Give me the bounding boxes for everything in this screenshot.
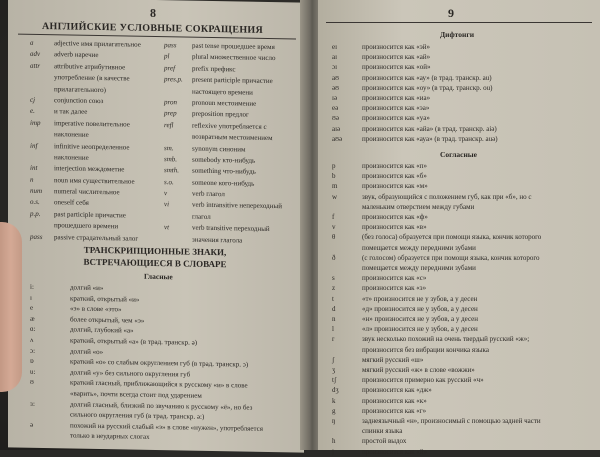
- phonetic-symbol: aʊ: [332, 73, 339, 82]
- phonetic-description: произносится как «в»: [362, 223, 427, 232]
- consonant-row: [332, 294, 592, 304]
- abbreviation: o.s.: [30, 198, 40, 207]
- phonetic-description: помещается между передними зубами: [362, 243, 476, 252]
- phonetic-description: маленьким отверстием между губами: [362, 202, 475, 211]
- phonetic-symbol: f: [332, 213, 335, 222]
- phonetic-symbol: w: [332, 192, 338, 201]
- abbreviation-meaning: something что-нибудь: [192, 166, 256, 177]
- abbreviation-meaning: synonym синоним: [192, 144, 246, 154]
- abbreviation-meaning: passive страдательный залог: [54, 232, 139, 243]
- abbreviation-meaning: verb transitive переходный: [192, 223, 270, 234]
- phonetic-symbol: p: [332, 162, 336, 170]
- abbreviation-meaning: значения глагола: [192, 235, 243, 245]
- consonant-row: [332, 181, 592, 191]
- phonetic-description: «т» произносится не у зубов, а у десен: [362, 294, 478, 303]
- abbreviation: prep: [164, 109, 177, 118]
- phonetic-description: произносится как «ой»: [362, 63, 431, 72]
- consonant-row: [332, 222, 592, 232]
- phonetic-symbol: ʒ: [332, 366, 336, 375]
- abbreviation-meaning: oneself себя: [54, 198, 89, 208]
- abbreviation-meaning: somebody кто-нибудь: [192, 155, 256, 165]
- phonetic-description: произносится как «ау» (в трад. транскр. au): [362, 73, 492, 82]
- consonant-row: [332, 283, 592, 293]
- abbreviation: smb.: [164, 155, 178, 164]
- phonetic-symbol: [30, 409, 70, 420]
- header-rule: [326, 22, 592, 23]
- phonetic-description: (без голоса) образуется при помощи языка, кончик которого: [362, 233, 542, 242]
- phonetic-symbol: ɜ:: [30, 399, 35, 408]
- abbreviation: num: [30, 186, 43, 196]
- phonetic-description: «н» произносится не у зубов, а у десен: [362, 315, 478, 324]
- abbreviation: [164, 131, 192, 143]
- phonetic-symbol: [30, 430, 70, 441]
- right-page: [318, 0, 600, 456]
- phonetic-symbol: r: [332, 335, 335, 344]
- abbreviation-meaning: attributive атрибутивное: [54, 62, 126, 72]
- abbreviation-meaning: прошедшего времени: [54, 221, 119, 231]
- phonetic-description: краткий «о» со слабым округлением губ (в трад. транскр. ɔ): [70, 357, 249, 369]
- phonetic-description: звук несколько похожий на очень твердый русский «ж»;: [362, 335, 530, 344]
- abbreviation-meaning: someone кого-нибудь: [192, 178, 255, 188]
- consonant-row: [332, 365, 592, 375]
- phonetic-symbol: ɪə: [332, 94, 338, 103]
- abbreviation: pres.p.: [164, 75, 183, 84]
- phonetic-description: заднеязычный «н», произносимый с помощью задней части: [362, 417, 541, 426]
- phonetic-description: произносится без вибрации кончика языка: [362, 345, 489, 354]
- diphthong-row: [332, 62, 592, 72]
- vowels-heading: Гласные: [144, 271, 173, 282]
- consonant-row: [332, 304, 592, 314]
- abbreviation: vi: [164, 200, 170, 209]
- abbreviation: [30, 72, 54, 84]
- abbreviation-meaning: prefix префикс: [192, 64, 236, 74]
- phonetic-symbol: ð: [332, 253, 336, 262]
- consonant-row: [332, 436, 592, 446]
- transcription-title-line-2: ВСТРЕЧАЮЩИЕСЯ В СЛОВАРЕ: [83, 256, 227, 270]
- phonetic-description: произносится как «с»: [362, 274, 427, 283]
- abbreviation-meaning: verb intransitive непереходный: [192, 201, 282, 211]
- phonetic-symbol: tʃ: [332, 376, 337, 385]
- phonetic-description: произносится как «б»: [362, 172, 427, 181]
- abbreviation: [30, 83, 54, 95]
- phonetic-symbol: əʊ: [332, 83, 339, 92]
- abbreviation: int: [30, 164, 38, 173]
- consonant-row: [332, 314, 592, 324]
- abbreviation: [30, 129, 54, 141]
- abbreviation-meaning: наклонение: [54, 130, 89, 139]
- phonetic-description: «э» в слове «это»: [70, 304, 122, 314]
- abbreviation: s.o.: [164, 177, 174, 186]
- phonetic-symbol: ʊ: [30, 378, 34, 387]
- abbreviation: sm.: [164, 143, 174, 152]
- abbreviation-meaning: interjection междометие: [54, 164, 125, 174]
- abbreviation: attr: [30, 61, 41, 70]
- consonant-row: [332, 396, 592, 406]
- consonant-row: [332, 263, 592, 273]
- phonetic-symbol: h: [332, 437, 336, 446]
- abbreviation: p.p.: [30, 209, 41, 218]
- phonetic-symbol: ŋ: [332, 417, 336, 426]
- diphthong-row: [332, 134, 592, 144]
- diphthongs-heading: Дифтонги: [440, 30, 475, 39]
- phonetic-symbol: aʊə: [332, 134, 343, 143]
- abbreviation-meaning: present participle причастие: [192, 75, 273, 86]
- consonant-row: [332, 345, 592, 355]
- phonetic-symbol: eə: [332, 104, 339, 113]
- consonant-row: [332, 375, 592, 385]
- phonetic-symbol: [332, 345, 362, 355]
- page-title: АНГЛИЙСКИЕ УСЛОВНЫЕ СОКРАЩЕНИЯ: [42, 21, 263, 36]
- diphthong-row: [332, 83, 592, 93]
- phonetic-symbol: dʒ: [332, 386, 339, 395]
- page-number: 8: [150, 5, 156, 20]
- vowels-list: [30, 282, 300, 446]
- phonetic-symbol: ʃ: [332, 355, 335, 364]
- abbreviation: vt: [164, 223, 170, 232]
- diphthong-row: [332, 52, 592, 62]
- abbreviation: a: [30, 38, 34, 47]
- phonetic-symbol: u:: [30, 367, 36, 376]
- phonetic-symbol: l: [332, 325, 334, 334]
- phonetic-description: (с голосом) образуется при помощи языка, кончик которого: [362, 253, 540, 262]
- abbreviation-meaning: прилагательного): [54, 84, 107, 94]
- abbreviation: [164, 211, 192, 223]
- thumb: [0, 222, 22, 392]
- phonetic-symbol: eɪ: [332, 43, 338, 51]
- phonetic-description: произносится как «м»: [362, 182, 428, 191]
- abbreviation-meaning: наклонение: [54, 153, 89, 162]
- phonetic-symbol: k: [332, 396, 336, 405]
- abbreviation: pass: [30, 232, 43, 241]
- phonetic-description: произносится как «к»: [362, 396, 427, 405]
- phonetic-description: более открытый, чем «э»: [70, 315, 145, 325]
- phonetic-symbol: s: [332, 274, 335, 283]
- consonant-row: [332, 161, 592, 171]
- abbreviation-meaning: past tense прошедшее время: [192, 41, 275, 52]
- phonetic-symbol: n: [332, 315, 336, 324]
- phonetic-description: долгий «у» без сильного округления губ: [70, 368, 191, 379]
- phonetic-description: сильного округления губ (в трад. транскр. ə:): [70, 410, 205, 421]
- phonetic-description: произносится как «уа»: [362, 114, 430, 123]
- phonetic-description: «д» произносится не у зубов, а у десен: [362, 304, 478, 313]
- phonetic-symbol: ɑ:: [30, 325, 36, 334]
- left-page: [8, 0, 304, 453]
- abbreviation-meaning: preposition предлог: [192, 109, 249, 119]
- phonetic-symbol: [332, 243, 362, 253]
- phonetic-description: произносится как «дж»: [362, 386, 432, 395]
- abbreviation-meaning: conjunction союз: [54, 96, 104, 106]
- abbreviation: [164, 86, 192, 98]
- abbreviation-meaning: infinitive неопределенное: [54, 141, 130, 152]
- consonant-row: [332, 447, 592, 457]
- abbreviation: adv: [30, 50, 41, 59]
- phonetic-symbol: g: [332, 406, 336, 415]
- abbreviation: imp: [30, 118, 41, 127]
- phonetic-description: мягкий русский «ш»: [362, 355, 424, 364]
- diphthongs-list: [332, 42, 592, 144]
- phonetic-symbol: b: [332, 172, 336, 181]
- diphthong-row: [332, 124, 592, 134]
- diphthong-row: [332, 93, 592, 103]
- phonetic-symbol: e: [30, 303, 34, 313]
- diphthong-row: [332, 113, 592, 123]
- consonant-row: [332, 416, 592, 426]
- consonant-row: [332, 243, 592, 253]
- phonetic-symbol: d: [332, 304, 336, 313]
- phonetic-description: звук, образующийся с положением губ, как при «б», но с: [362, 192, 532, 201]
- phonetic-symbol: t: [332, 294, 334, 303]
- abbreviation: [164, 234, 192, 246]
- phonetic-description: долгий, глубокий «а»: [70, 325, 134, 335]
- consonant-row: [332, 212, 592, 222]
- abbreviation: e.: [30, 107, 35, 116]
- phonetic-description: произносится как «эа»: [362, 104, 430, 113]
- abbreviation-meaning: past participle причастие: [54, 210, 126, 220]
- diphthong-row: [332, 42, 592, 52]
- consonant-row: [332, 324, 592, 334]
- phonetic-description: долгий «и»: [70, 283, 104, 293]
- phonetic-description: краткий, открытый «а» (в трад. транскр. ə): [70, 336, 198, 347]
- abbreviation-meaning: глагол: [192, 212, 211, 221]
- consonant-row: [332, 426, 592, 436]
- abbreviation-meaning: numeral числительное: [54, 187, 120, 197]
- consonant-row: [332, 253, 592, 263]
- phonetic-description: простой выдох: [362, 437, 407, 446]
- phonetic-description: долгий гласный, близкий по звучанию к русскому «ё», но без: [70, 400, 253, 412]
- phonetic-description: «л» произносится не у зубов, а у десен: [362, 325, 478, 334]
- phonetic-description: произносится как «з»: [362, 284, 427, 293]
- abbreviation-meaning: употребление (в качестве: [54, 73, 130, 83]
- phonetic-description: произносится как «иа»: [362, 94, 431, 103]
- phonetic-description: краткий, открытый «и»: [70, 294, 140, 304]
- phonetic-description: произносится как «г»: [362, 406, 427, 415]
- abbreviation: refl: [164, 120, 174, 130]
- phonetic-symbol: ʊə: [332, 114, 339, 123]
- abbreviation: pron: [164, 98, 177, 107]
- abbreviation-meaning: pronoun местоимение: [192, 98, 257, 108]
- consonants-heading: Согласные: [440, 150, 477, 159]
- phonetic-description: похожий на русский слабый «э» в слове «нужен», употребляется: [70, 421, 263, 433]
- phonetic-description: спинки языка: [362, 427, 403, 436]
- consonant-row: [332, 406, 592, 416]
- consonants-list: [332, 161, 592, 457]
- abbreviation-meaning: noun имя существительное: [54, 175, 135, 186]
- phonetic-description: только в неударных слогах: [70, 431, 150, 442]
- phonetic-symbol: ɪ: [30, 293, 32, 302]
- consonant-row: [332, 355, 592, 365]
- abbreviation: pass: [164, 41, 177, 50]
- consonant-row: [332, 232, 592, 242]
- phonetic-symbol: æ: [30, 314, 35, 323]
- diphthong-row: [332, 73, 592, 83]
- abbreviation: n: [30, 175, 34, 184]
- phonetic-description: произносится как «эй»: [362, 43, 431, 51]
- phonetic-symbol: m: [332, 182, 338, 191]
- abbreviation: [30, 220, 54, 232]
- phonetic-description: произносится как «й»: [362, 447, 428, 456]
- abbreviation: pl: [164, 52, 170, 61]
- abbreviation-meaning: adverb наречие: [54, 50, 99, 60]
- phonetic-description: произносится как «ф»: [362, 213, 428, 222]
- abbreviation: smth.: [164, 166, 179, 175]
- consonant-row: [332, 192, 592, 202]
- phonetic-symbol: aɪ: [332, 53, 338, 62]
- consonant-row: [332, 334, 592, 344]
- phonetic-description: помещается между передними зубами: [362, 264, 476, 273]
- abbreviation-meaning: настоящего времени: [192, 87, 253, 97]
- phonetic-symbol: [332, 263, 362, 273]
- consonant-row: [332, 171, 592, 181]
- phonetic-symbol: [332, 426, 362, 436]
- phonetic-description: краткий гласный, приближающийся к русскому «и» в слове: [70, 378, 248, 390]
- phonetic-symbol: z: [332, 284, 336, 293]
- phonetic-description: произносится как «п»: [362, 162, 428, 170]
- phonetic-description: мягкий русский «ж» в слове «вожжи»: [362, 366, 475, 375]
- phonetic-symbol: ɔɪ: [332, 63, 338, 72]
- consonant-row: [332, 273, 592, 283]
- abbreviation-meaning: plural множественное число: [192, 53, 276, 63]
- page-number: 9: [448, 6, 454, 20]
- abbreviation: cj: [30, 95, 36, 104]
- abbreviations-table: [30, 38, 300, 248]
- phonetic-description: произносится как «айа» (в трад. транскр. aiə): [362, 124, 497, 133]
- abbreviation: pref: [164, 63, 176, 73]
- abbreviation-meaning: и так далее: [54, 107, 88, 117]
- phonetic-symbol: [30, 388, 70, 399]
- phonetic-symbol: ʌ: [30, 335, 34, 344]
- phonetic-description: долгий «о»: [70, 347, 104, 356]
- phonetic-symbol: j: [332, 447, 334, 456]
- phonetic-description: произносится как «оу» (в трад. транскр. ou): [362, 83, 493, 92]
- phonetic-symbol: ɔ:: [30, 346, 36, 355]
- phonetic-description: произносится примерно как русский «ч»: [362, 376, 484, 385]
- phonetic-description: «варить», почти всегда стоит под ударением: [70, 389, 202, 400]
- abbreviation-meaning: adjective имя прилагательное: [54, 39, 141, 49]
- phonetic-symbol: ə: [30, 420, 34, 429]
- abbreviation: [30, 152, 54, 164]
- transcription-title-line-1: ТРАНСКРИПЦИОННЫЕ ЗНАКИ,: [83, 244, 227, 258]
- phonetic-symbol: ɒ: [30, 356, 34, 366]
- phonetic-symbol: aɪə: [332, 124, 341, 133]
- phonetic-symbol: i:: [30, 282, 34, 291]
- diphthong-row: [332, 103, 592, 113]
- abbreviation: inf: [30, 141, 38, 150]
- abbreviation-meaning: verb глагол: [192, 189, 225, 199]
- phonetic-symbol: θ: [332, 233, 336, 242]
- consonant-row: [332, 385, 592, 395]
- abbreviation-meaning: возвратным местоимением: [192, 132, 273, 143]
- phonetic-description: произносится как «ауа» (в трад. транскр. auə): [362, 134, 498, 143]
- phonetic-symbol: v: [332, 223, 336, 232]
- abbreviation-meaning: imperative повелительное: [54, 118, 130, 129]
- consonant-row: [332, 202, 592, 212]
- abbreviation: v: [164, 189, 168, 198]
- abbreviation-meaning: reflexive употребляется с: [192, 121, 267, 131]
- phonetic-description: произносится как «ай»: [362, 53, 431, 62]
- phonetic-symbol: [332, 202, 362, 212]
